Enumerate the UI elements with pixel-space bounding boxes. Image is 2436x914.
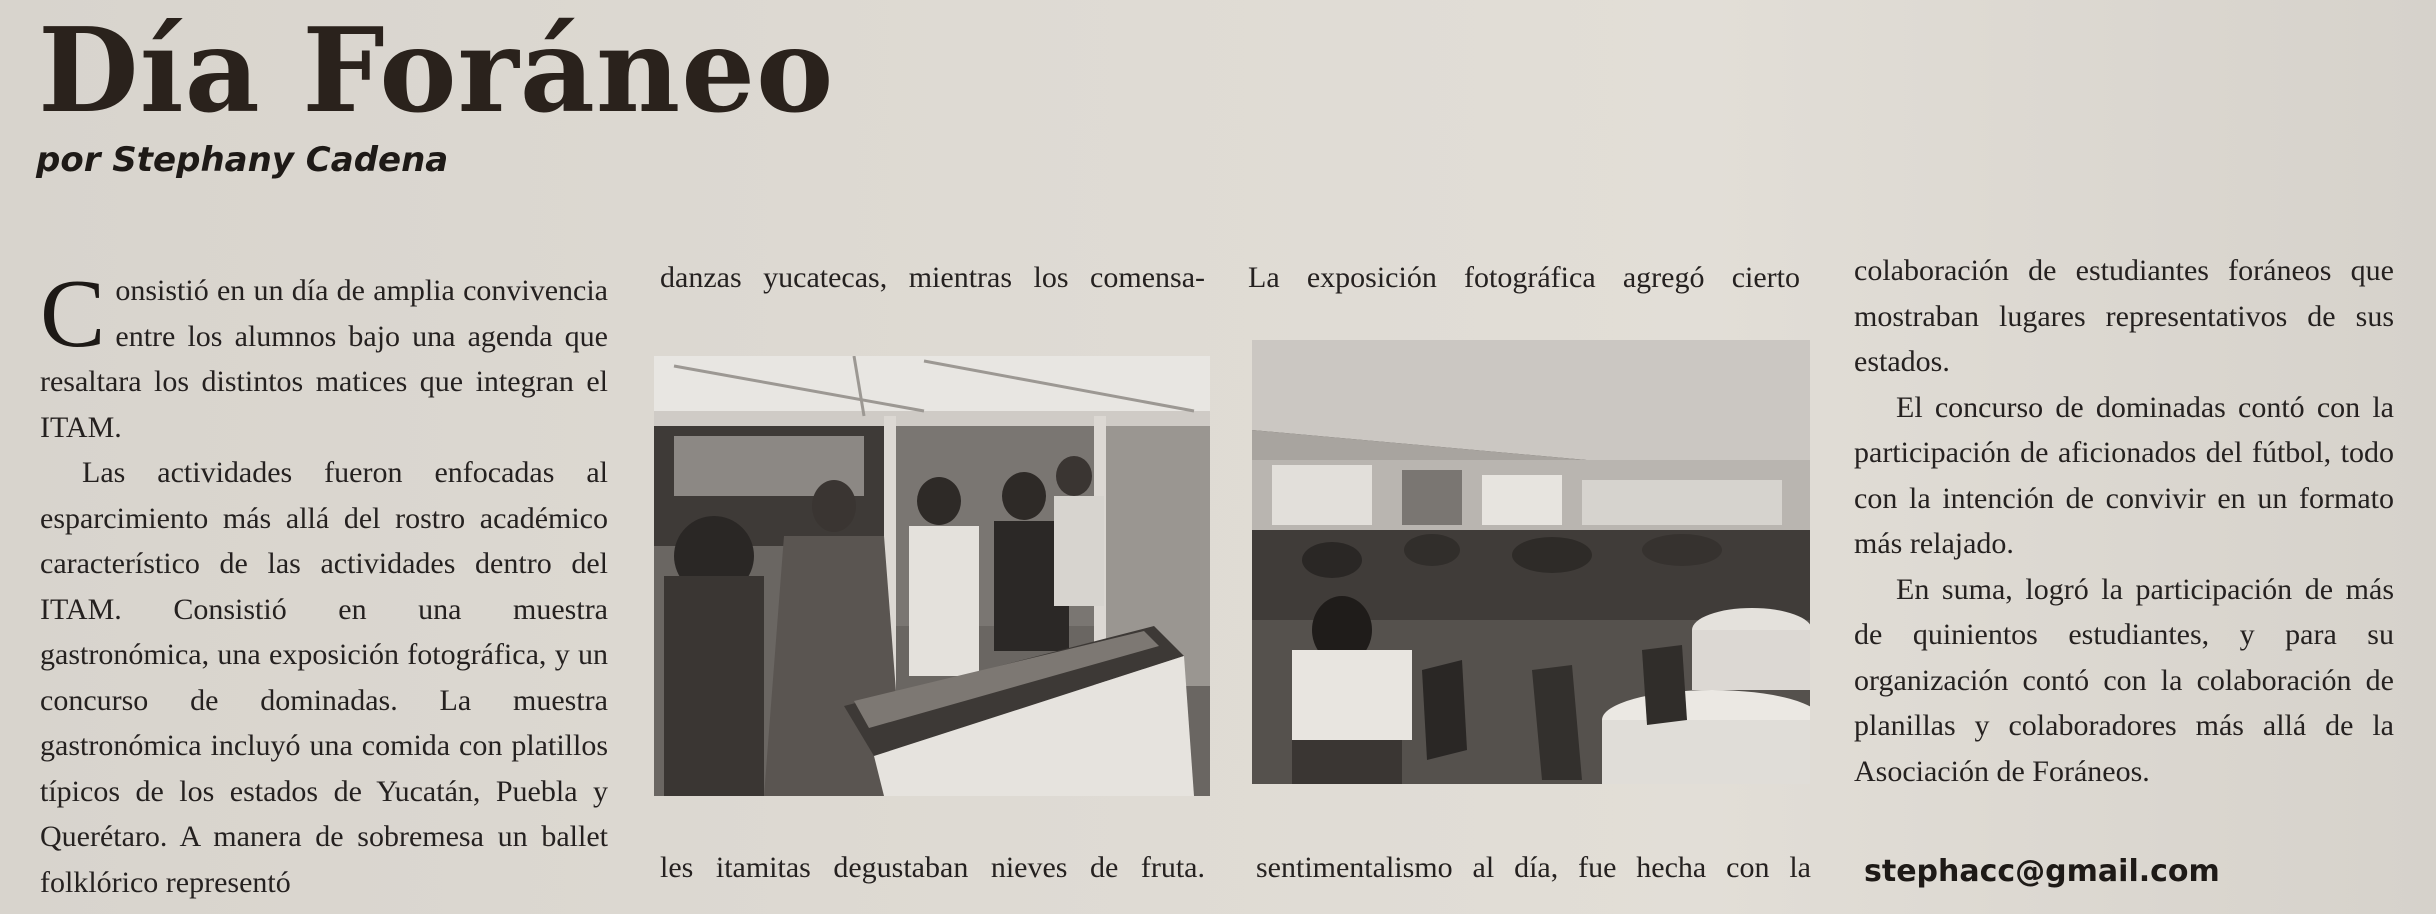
paragraph-5: En suma, logró la participación de más de quinientos estudiantes, y para su organización contó con la colaboración de planillas y colaboradores más allá de la Asociación de Foráneos.: [1854, 572, 2394, 788]
dining-hall-photo: [1252, 340, 1810, 784]
column-2-bottom-line: les itamitas degustaban nieves de fruta.: [660, 851, 1205, 884]
drop-cap: C: [40, 260, 106, 368]
column-3-top-line: La exposición fotográfica agregó cierto: [1248, 261, 1800, 294]
paragraph-2: Las actividades fueron enfocadas al esparcimiento más allá del rostro académico característico de las actividades dentro del ITAM. Consistió en una muestra gastronómica, una exposición fotográfica, y un concurso de dominadas. La muestra gastronómica incluyó una comida con platillos típicos de los estados de Yucatán, Puebla y Querétaro. A manera de sobremesa un ballet folklórico representó: [40, 456, 608, 899]
article-title: Día Foráneo: [38, 3, 835, 139]
dining-hall-illustration: [1252, 340, 1810, 784]
author-email[interactable]: stephacc@gmail.com: [1864, 854, 2220, 889]
paragraph-1-text: onsistió en un día de amplia convivencia entre los alumnos bajo una agenda que resaltara los distintos matices que integran el ITAM.: [40, 274, 608, 444]
paragraph-3: colaboración de estudiantes foráneos que mostraban lugares representativos de sus estados.: [1854, 254, 2394, 378]
food-serving-illustration: [654, 356, 1210, 796]
column-3-bottom-line: sentimentalismo al día, fue hecha con la: [1256, 851, 1811, 884]
paragraph-4: El concurso de dominadas contó con la participación de aficionados del fútbol, todo con la intención de convivir en un formato más relajado.: [1854, 390, 2394, 560]
article-column-4: [1854, 248, 2394, 794]
article-byline: por Stephany Cadena: [36, 140, 449, 180]
paragraph-1: [40, 260, 608, 450]
column-2-top-line: danzas yucatecas, mientras los comensa-: [660, 261, 1205, 294]
food-serving-photo: [654, 356, 1210, 796]
article-column-1: [40, 260, 608, 905]
